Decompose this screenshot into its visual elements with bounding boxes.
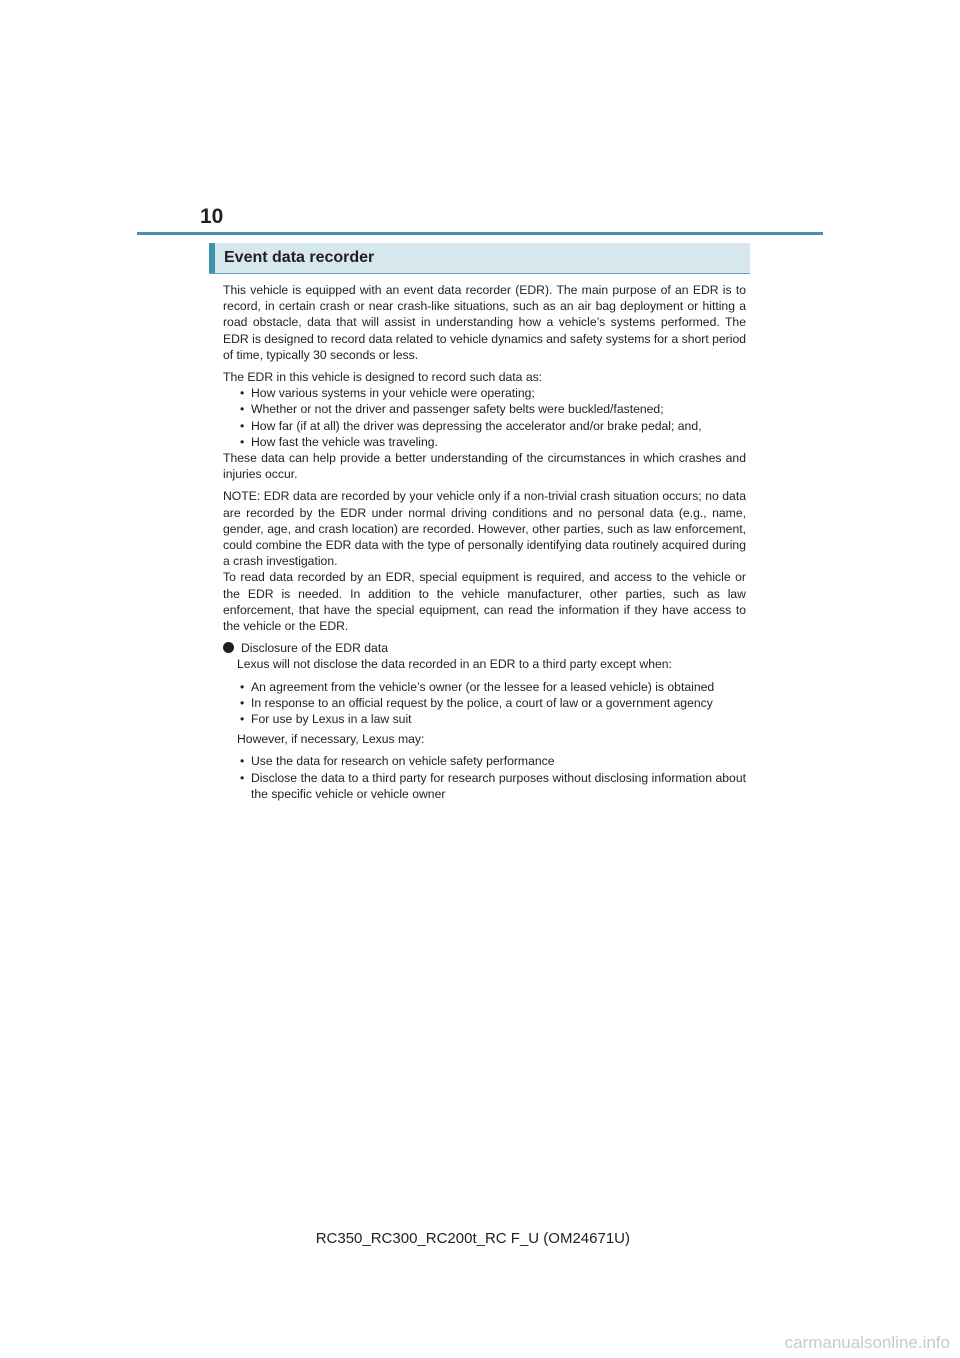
- list-item-text: An agreement from the vehicle’s owner (or the lessee for a leased vehicle) is obtained: [251, 679, 715, 694]
- bullet-icon: •: [240, 679, 245, 694]
- top-rule: [137, 232, 823, 235]
- bullet-icon: •: [240, 386, 245, 401]
- disclosure-lead: Lexus will not disclose the data recorded in an EDR to a third party except when:: [237, 657, 672, 672]
- disclosure-block: [223, 656, 746, 802]
- list-item-text: Whether or not the driver and passenger safety belts were buckled/fastened;: [251, 402, 664, 417]
- bullet-icon: •: [240, 754, 245, 769]
- bullet-icon: •: [240, 402, 245, 417]
- bullet-icon: •: [240, 770, 245, 785]
- list-item: [223, 753, 746, 769]
- however-lead: However, if necessary, Lexus may:: [237, 732, 425, 747]
- list-item-text: In response to an official request by the police, a court of law or a government agency: [251, 695, 713, 710]
- list-item-text: How fast the vehicle was traveling.: [251, 434, 438, 449]
- record-lead: The EDR in this vehicle is designed to record such data as:: [223, 370, 543, 385]
- list-item: [223, 401, 746, 417]
- section-content: [223, 282, 746, 802]
- note-paragraph: NOTE: EDR data are recorded by your vehicle only if a non-trivial crash situation occurs; no data are recorded by the EDR under normal driving conditions and no personal data (e.g., name, gender, age, and crash location) are recorded. However, other parties, such as law enforcement, could combine the EDR data with the type of personally identifying data routinely acquired during a crash investigation.: [223, 489, 746, 569]
- intro-paragraph: This vehicle is equipped with an event data recorder (EDR). The main purpose of an EDR is to record, in certain crash or near crash-like situations, such as an air bag deployment or hitting a road obstacle, data that will assist in understanding how a vehicle’s systems performed. The EDR is designed to record data related to vehicle dynamics and safety systems for a short period of time, typically 30 seconds or less.: [223, 283, 746, 362]
- bullet-icon: •: [240, 712, 245, 727]
- list-item: [223, 679, 746, 695]
- list-item: [223, 770, 746, 802]
- list-item: [223, 385, 746, 401]
- list-item: [223, 695, 746, 711]
- record-list: [223, 385, 746, 450]
- bullet-icon: •: [240, 434, 245, 449]
- section-title: Event data recorder: [224, 249, 375, 266]
- bullet-icon: •: [240, 695, 245, 710]
- section-header: [209, 243, 750, 274]
- disclosure-heading: [223, 640, 746, 656]
- section-header-accent: [209, 243, 215, 273]
- list-item-text: How far (if at all) the driver was depressing the accelerator and/or brake pedal; and,: [251, 418, 702, 433]
- list-item: [223, 434, 746, 450]
- list-item-text: Disclose the data to a third party for research purposes without disclosing information about the specific vehicle or vehicle owner: [251, 770, 746, 801]
- list-item: [223, 418, 746, 434]
- list-item-text: How various systems in your vehicle were operating;: [251, 386, 535, 401]
- disclosure-heading-text: Disclosure of the EDR data: [241, 641, 388, 656]
- may-list: [223, 753, 746, 802]
- list-item: [223, 711, 746, 727]
- page-number: 10: [200, 205, 224, 228]
- read-data-paragraph: To read data recorded by an EDR, special equipment is required, and access to the vehicle or the EDR is needed. In addition to the vehicle manufacturer, other parties, such as law enforcement, that have the special equipment, can read the information if they have access to the vehicle or the EDR.: [223, 570, 746, 634]
- bullet-icon: •: [240, 418, 245, 433]
- list-item-text: Use the data for research on vehicle safety performance: [251, 754, 555, 769]
- filled-circle-icon: [223, 642, 234, 653]
- except-list: [223, 679, 746, 728]
- model-code: RC350_RC300_RC200t_RC F_U (OM24671U): [315, 1230, 630, 1247]
- understanding-paragraph: These data can help provide a better understanding of the circumstances in which crashes and injuries occur.: [223, 451, 746, 482]
- list-item-text: For use by Lexus in a law suit: [251, 712, 412, 727]
- watermark: carmanualsonline.info: [784, 1333, 950, 1352]
